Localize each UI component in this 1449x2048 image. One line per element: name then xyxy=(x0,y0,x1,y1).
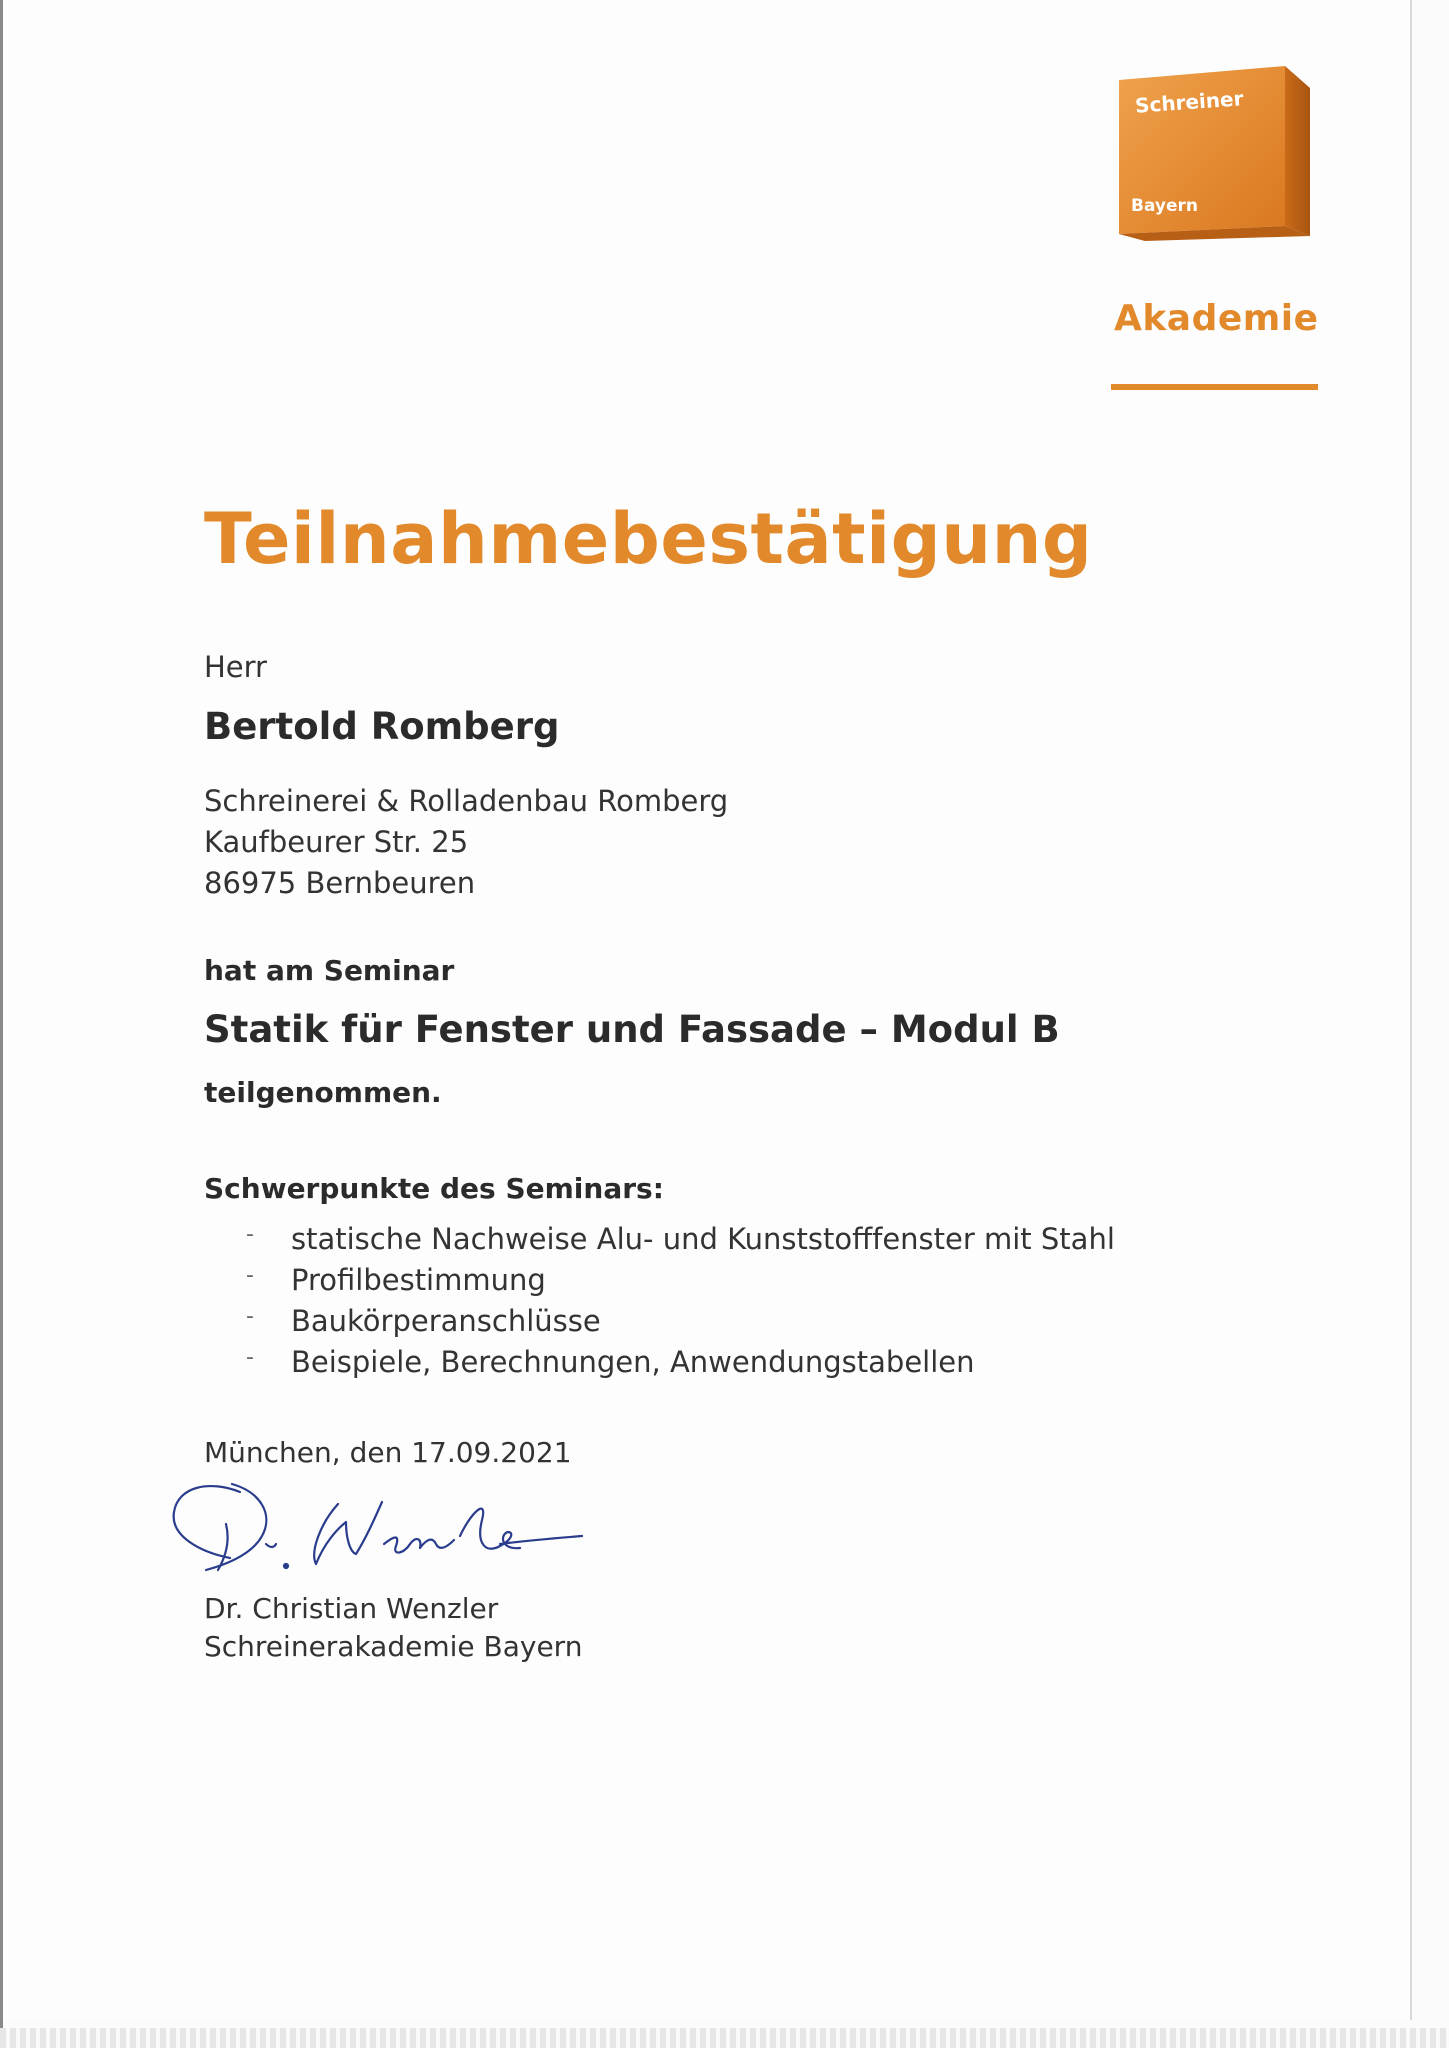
list-item-text: statische Nachweise Alu- und Kunststofffenster mit Stahl xyxy=(291,1222,1115,1256)
list-item-text: Baukörperanschlüsse xyxy=(291,1304,601,1338)
bullet-dash: - xyxy=(246,1263,254,1288)
signer-name: Dr. Christian Wenzler xyxy=(204,1592,499,1625)
salutation: Herr xyxy=(204,650,267,684)
scan-edge-bottom xyxy=(0,2028,1449,2048)
bullet-dash: - xyxy=(246,1345,254,1370)
logo-text-bayern: Bayern xyxy=(1131,196,1199,216)
list-item-text: Profilbestimmung xyxy=(291,1263,546,1297)
document-title: Teilnahmebestätigung xyxy=(204,498,1093,580)
bullet-dash: - xyxy=(246,1304,254,1329)
address-street: Kaufbeurer Str. 25 xyxy=(204,825,469,859)
logo-text-schreiner: Schreiner xyxy=(1134,86,1245,118)
scan-edge xyxy=(0,0,3,2048)
logo-divider xyxy=(1111,384,1318,390)
focus-title: Schwerpunkte des Seminars: xyxy=(204,1172,664,1205)
address-city: 86975 Bernbeuren xyxy=(204,866,476,900)
address-company: Schreinerei & Rolladenbau Romberg xyxy=(204,784,729,818)
logo-subtitle: Akademie xyxy=(1114,298,1319,339)
list-item-text: Beispiele, Berechnungen, Anwendungstabellen xyxy=(291,1345,975,1379)
signer-organization: Schreinerakademie Bayern xyxy=(204,1630,583,1663)
place-date: München, den 17.09.2021 xyxy=(204,1436,572,1469)
handwritten-signature xyxy=(170,1474,590,1584)
schreiner-bayern-logo xyxy=(1115,66,1310,241)
recipient-name: Bertold Romberg xyxy=(204,705,560,748)
bullet-dash: - xyxy=(246,1222,254,1247)
seminar-title: Statik für Fenster und Fassade – Modul B xyxy=(204,1008,1060,1051)
seminar-outro: teilgenommen. xyxy=(204,1076,442,1109)
seminar-intro: hat am Seminar xyxy=(204,954,455,987)
